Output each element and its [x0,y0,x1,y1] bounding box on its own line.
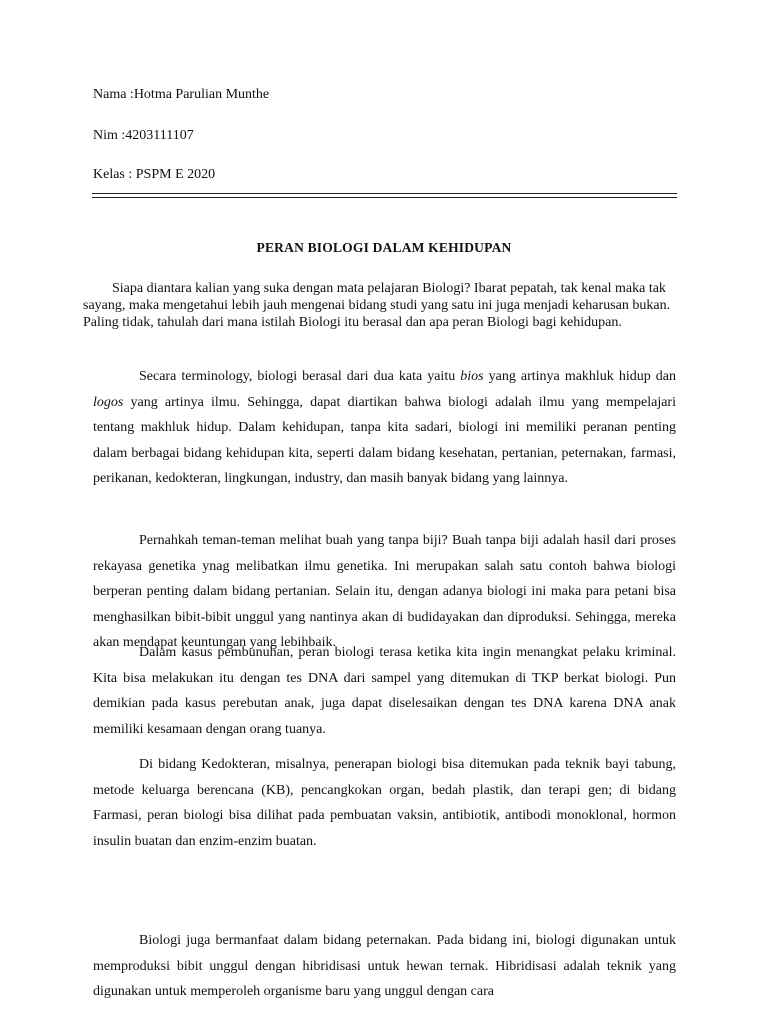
intro-paragraph: Siapa diantara kalian yang suka dengan mata pelajaran Biologi? Ibarat pepatah, tak kenal maka tak sayang, maka mengetahui lebih jauh mengenai bidang studi yang satu ini juga menjadi keharusan bukan. Paling tidak, tahulah dari mana istilah Biologi itu berasal dan apa peran Biologi bagi kehidupan. [83,281,671,330]
header-divider-top [92,193,677,194]
paragraph-terminology [93,364,676,492]
p1-text-1: Secara terminology, biologi berasal dari dua kata yaitu [139,369,461,384]
student-nim: Nim :4203111107 [93,128,194,143]
p1-text-3: yang artinya ilmu. Sehingga, dapat diartikan bahwa biologi adalah ilmu yang mempelajari tentang makhluk hidup. Dalam kehidupan, tanpa kita sadari, biologi ini memiliki peranan penting dalam berbagai bidang kehidupan kita, seperti dalam bidang kesehatan, pertanian, peternakan, farmasi, perikanan, kedokteran, lingkungan, industry, dan masih banyak bidang yang lainnya. [93,394,676,487]
p1-italic-bios: bios [460,369,484,384]
paragraph-agriculture: Pernahkah teman-teman melihat buah yang tanpa biji? Buah tanpa biji adalah hasil dari proses rekayasa genetika ynag melibatkan ilmu genetika. Ini merupakan salah satu contoh bahwa biologi berperan penting dalam bidang pertanian. Selain itu, dengan adanya biologi ini maka para petani bisa menghasilkan bibit-bibit unggul yang nantinya akan di budidayakan dan diproduksi. Sehingga, mereka akan mendapat keuntungan yang lebihbaik. [93,533,676,651]
paragraph-medicine: Di bidang Kedokteran, misalnya, penerapan biologi bisa ditemukan pada teknik bayi tabung, metode keluarga berencana (KB), pencangkokan organ, bedah plastik, dan terapi gen; di bidang Farmasi, peran biologi bisa dilihat pada pembuatan vaksin, antibiotik, antibodi monoklonal, hormon insulin buatan dan enzim-enzim buatan. [93,757,676,849]
paragraph-forensics: Dalam kasus pembunuhan, peran biologi terasa ketika kita ingin menangkat pelaku kriminal. Kita bisa melakukan itu dengan tes DNA dari sampel yang ditemukan di TKP berkat biologi. Pun demikian pada kasus perebutan anak, juga dapat diselesaikan dengan tes DNA karena DNA anak memiliki kesamaan dengan orang tuanya. [93,645,676,737]
p1-text-2: yang artinya makhluk hidup dan [483,369,676,384]
document-title: PERAN BIOLOGI DALAM KEHIDUPAN [256,240,512,255]
header-divider-bottom [92,197,677,198]
p1-italic-logos: logos [93,394,124,410]
paragraph-livestock: Biologi juga bermanfaat dalam bidang peternakan. Pada bidang ini, biologi digunakan untuk memproduksi bibit unggul dengan hibridisasi untuk hewan ternak. Hibridisasi adalah teknik yang digunakan untuk memperoleh organisme baru yang unggul dengan cara [93,933,676,1000]
student-name: Nama :Hotma Parulian Munthe [93,87,270,102]
student-class: Kelas : PSPM E 2020 [93,167,216,182]
